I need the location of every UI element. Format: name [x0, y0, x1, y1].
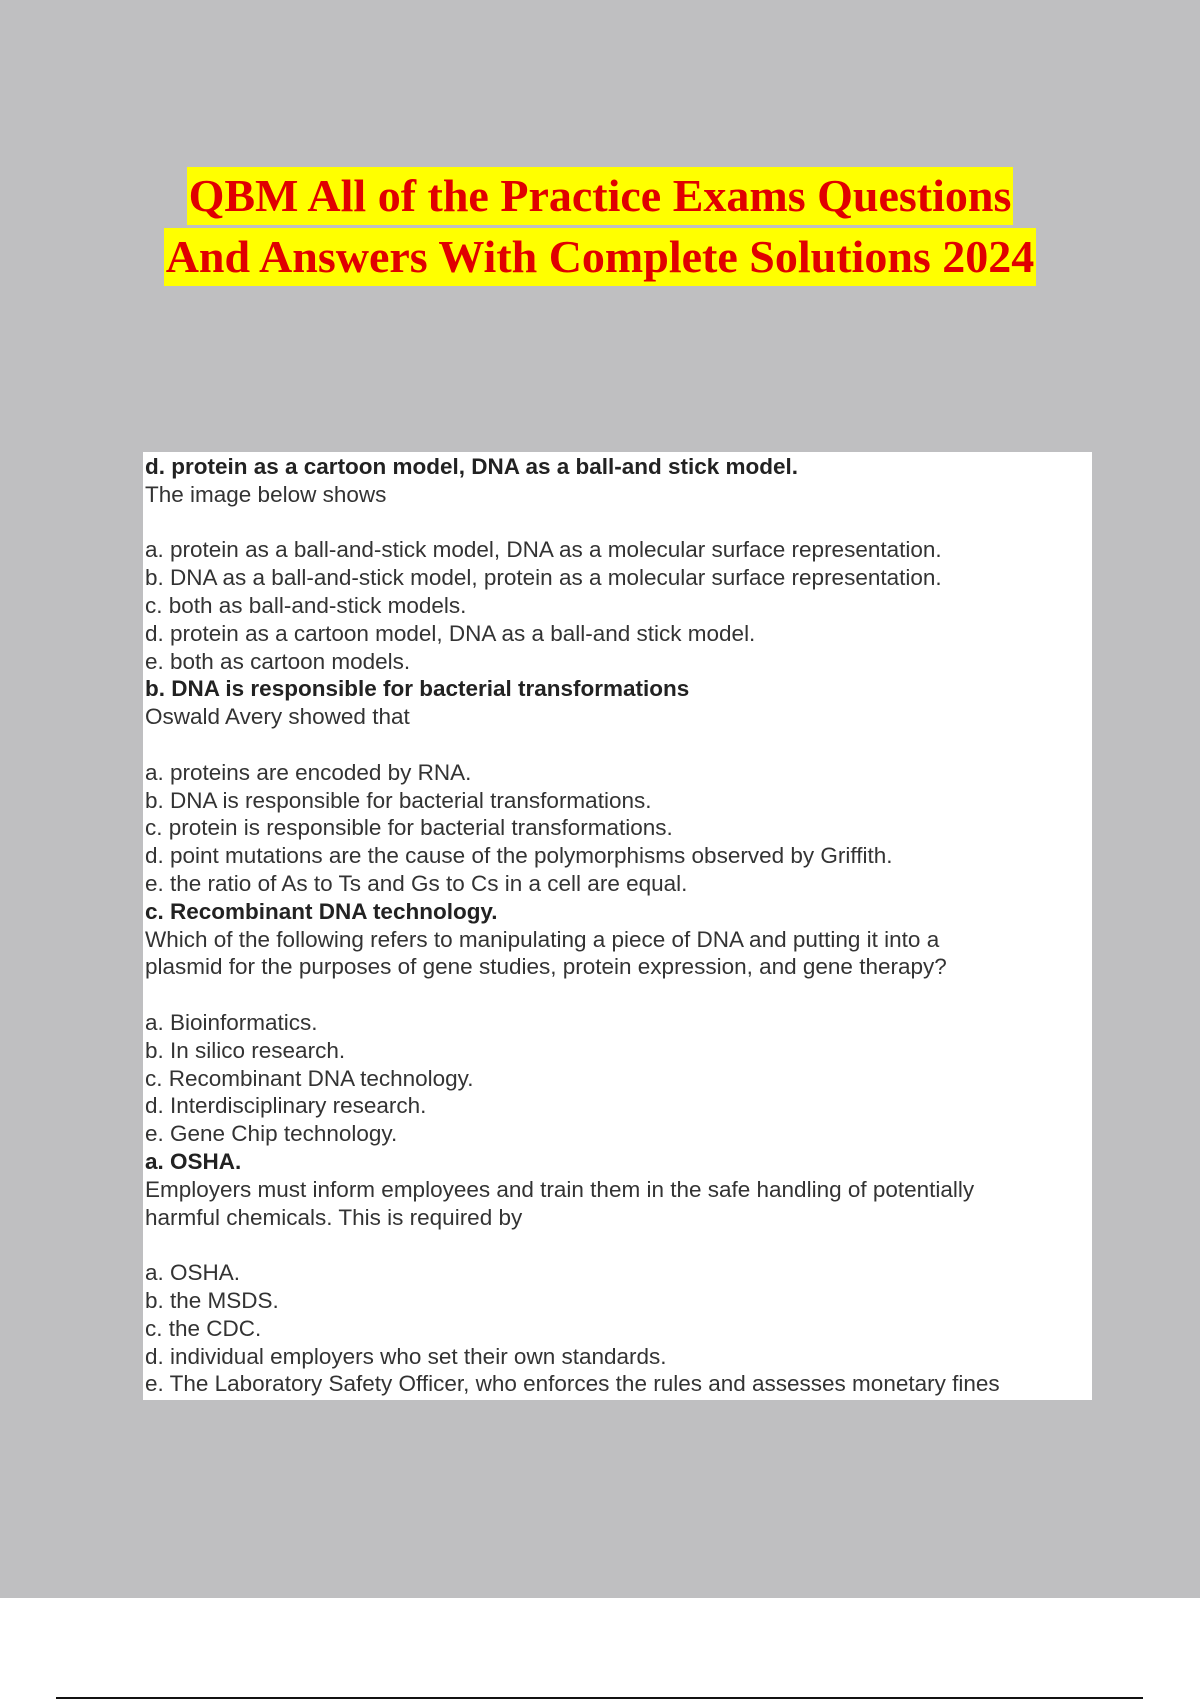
option-b: b. DNA is responsible for bacterial transformations.: [145, 787, 652, 813]
option-d: d. protein as a cartoon model, DNA as a ball-and stick model.: [145, 620, 756, 646]
option-e: e. the ratio of As to Ts and Gs to Cs in a cell are equal.: [145, 870, 688, 896]
title-line-1: QBM All of the Practice Exams Questions: [187, 167, 1014, 225]
option-e: e. both as cartoon models.: [145, 648, 411, 674]
option-e: e. The Laboratory Safety Officer, who enforces the rules and assesses monetary fines: [145, 1371, 1000, 1397]
option-d: d. point mutations are the cause of the polymorphisms observed by Griffith.: [145, 843, 893, 869]
option-b: b. the MSDS.: [145, 1287, 279, 1313]
question-block: [145, 898, 1092, 1148]
question-block: [145, 675, 1092, 897]
answer-text: c. Recombinant DNA technology.: [145, 898, 498, 924]
option-c: c. protein is responsible for bacterial transformations.: [145, 815, 673, 841]
option-d: d. individual employers who set their own standards.: [145, 1343, 667, 1369]
answer-text: b. DNA is responsible for bacterial transformations: [145, 676, 690, 702]
document-title: [0, 167, 1200, 289]
option-a: a. protein as a ball-and-stick model, DNA as a molecular surface representation.: [145, 537, 942, 563]
spacer: [145, 509, 1092, 537]
question-prompt-line-2: harmful chemicals. This is required by: [145, 1204, 523, 1230]
option-a: a. proteins are encoded by RNA.: [145, 759, 472, 785]
option-c: c. Recombinant DNA technology.: [145, 1065, 474, 1091]
question-block: [145, 453, 1092, 675]
footer-divider: [56, 1697, 1143, 1699]
option-d: d. Interdisciplinary research.: [145, 1093, 427, 1119]
option-c: c. the CDC.: [145, 1315, 262, 1341]
answer-text: d. protein as a cartoon model, DNA as a ball-and stick model.: [145, 454, 799, 479]
title-line-2: And Answers With Complete Solutions 2024: [164, 228, 1037, 286]
question-prompt-line-1: Which of the following refers to manipulating a piece of DNA and putting it into a: [145, 926, 940, 952]
question-prompt: The image below shows: [145, 481, 387, 507]
option-c: c. both as ball-and-stick models.: [145, 592, 467, 618]
answer-text: a. OSHA.: [145, 1148, 242, 1174]
question-prompt-line-2: plasmid for the purposes of gene studies, protein expression, and gene therapy?: [145, 954, 947, 980]
question-content-box: [143, 452, 1092, 1400]
option-a: a. Bioinformatics.: [145, 1009, 318, 1035]
option-a: a. OSHA.: [145, 1260, 241, 1286]
spacer: [145, 981, 1092, 1009]
question-prompt: Oswald Avery showed that: [145, 704, 410, 730]
question-block: [145, 1148, 1092, 1398]
option-b: b. In silico research.: [145, 1037, 346, 1063]
question-prompt-line-1: Employers must inform employees and train them in the safe handling of potentially: [145, 1176, 975, 1202]
spacer: [145, 1231, 1092, 1259]
spacer: [145, 731, 1092, 759]
option-b: b. DNA as a ball-and-stick model, protein as a molecular surface representation.: [145, 565, 942, 591]
option-e: e. Gene Chip technology.: [145, 1121, 398, 1147]
